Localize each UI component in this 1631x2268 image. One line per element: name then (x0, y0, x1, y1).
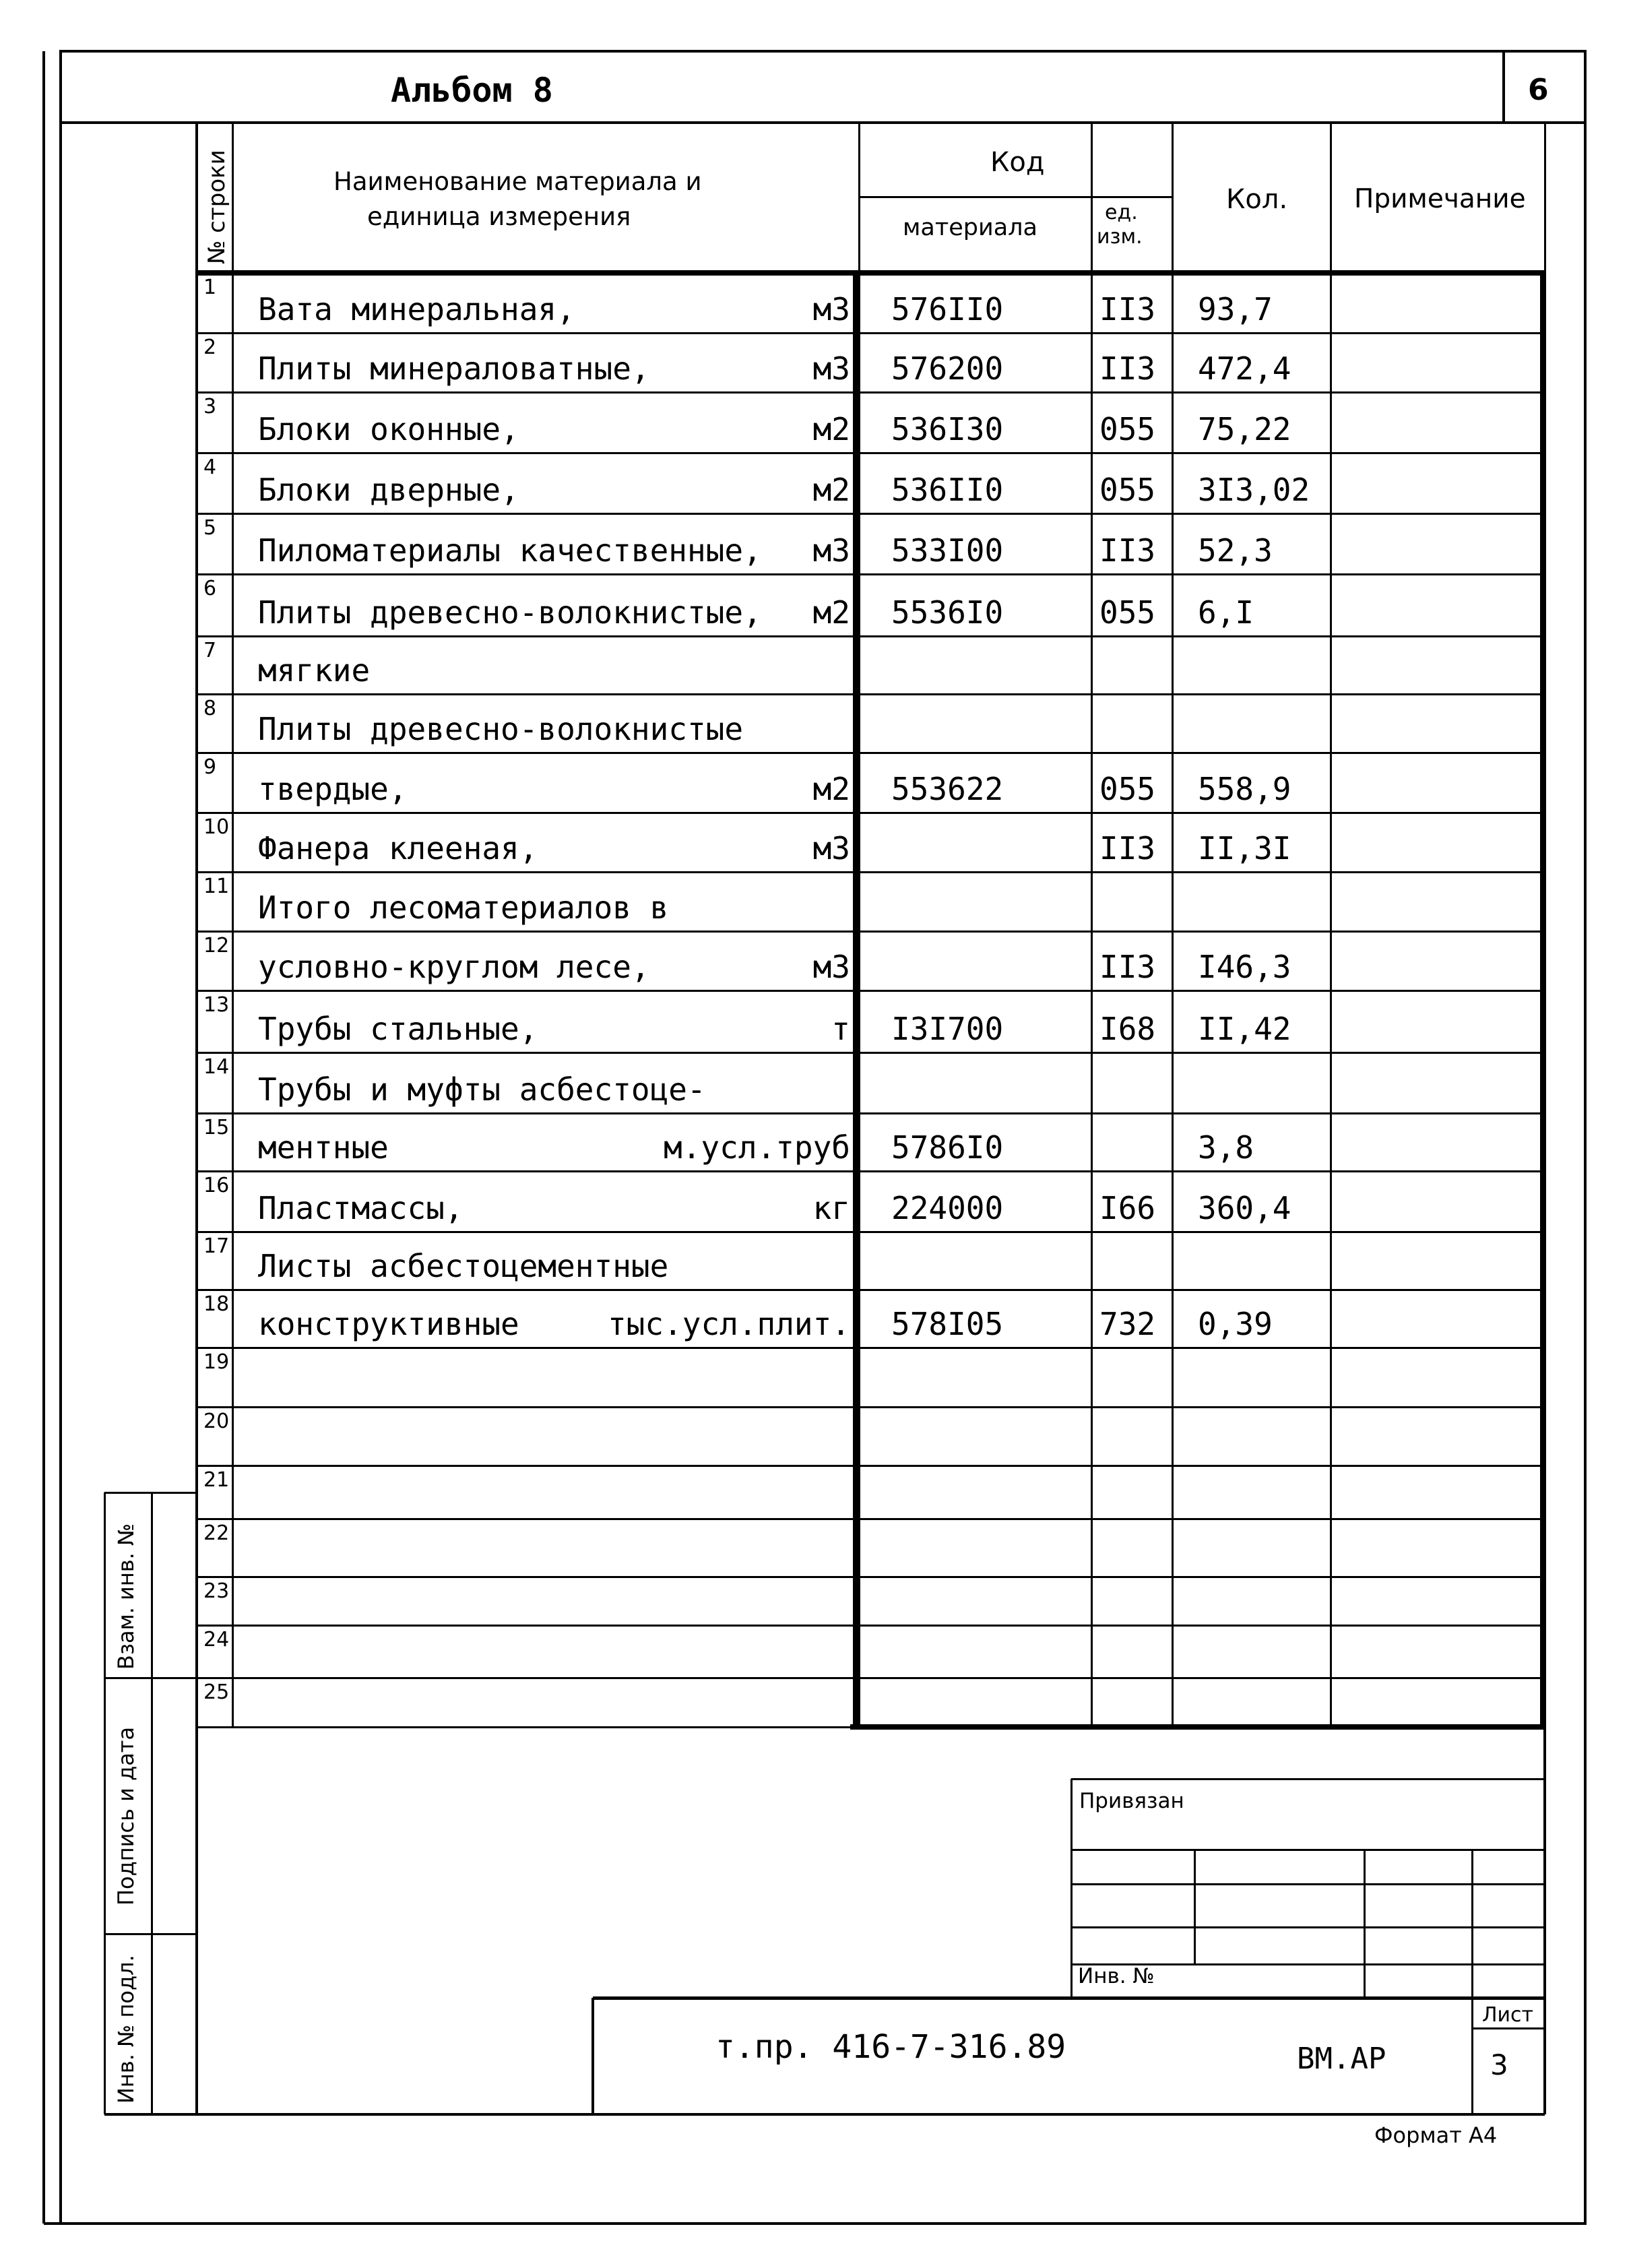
material-name: Листы асбестоцементные (258, 1248, 669, 1284)
unit-code: I68 (1099, 1011, 1156, 1047)
row-number: 19 (203, 1350, 230, 1374)
row-number: 21 (203, 1468, 230, 1492)
quantity: 52,3 (1198, 532, 1273, 569)
name-header-line2: единица измерения (367, 202, 631, 231)
material-name: Трубы и муфты асбестоце- (258, 1071, 706, 1108)
unit-of-measure: м3 (812, 830, 850, 867)
privyazan-label: Привязан (1079, 1789, 1184, 1813)
material-code: I3I700 (891, 1011, 1004, 1047)
quantity: 360,4 (1198, 1190, 1291, 1226)
code-unit-header-line1: ед. (1105, 201, 1138, 224)
unit-of-measure: м2 (812, 594, 850, 631)
material-name: твердые, (258, 771, 408, 807)
unit-of-measure: м2 (812, 411, 850, 447)
title-block-left (591, 1998, 594, 2114)
row-number: 11 (203, 875, 230, 898)
material-name: Трубы стальные, (258, 1011, 538, 1047)
quantity: 6,I (1198, 594, 1254, 631)
quantity: II,3I (1198, 830, 1291, 867)
quantity: II,42 (1198, 1011, 1291, 1047)
material-name: Плиты минераловатные, (258, 350, 650, 387)
sheet-number: 3 (1490, 2048, 1508, 2081)
sheet-label: Лист (1482, 2003, 1534, 2027)
code-header: Код (990, 147, 1045, 178)
table-row (197, 1678, 1545, 1727)
stamp-col (1471, 1850, 1473, 2114)
quantity: I46,3 (1198, 949, 1291, 985)
unit-code: 055 (1099, 771, 1156, 807)
material-name: Плиты древесно-волокнистые, (258, 594, 762, 631)
row-number: 10 (203, 815, 230, 839)
row-number: 8 (203, 697, 217, 720)
unit-of-measure: т (831, 1011, 850, 1047)
row-number: 7 (203, 639, 217, 662)
row-number: 9 (203, 755, 217, 779)
material-code: 578I05 (891, 1306, 1004, 1342)
unit-of-measure: м2 (812, 472, 850, 508)
unit-code: I66 (1099, 1190, 1156, 1226)
code-unit-header-line2: изм. (1097, 225, 1143, 249)
unit-code: 055 (1099, 411, 1156, 447)
row-number: 13 (203, 993, 230, 1017)
frame-bottom (44, 2222, 1587, 2225)
stamp-rule (1071, 1778, 1545, 1780)
code-subheader-rule (859, 196, 1172, 198)
stamp-rule (1071, 1883, 1545, 1885)
stamp-rule (1071, 1926, 1545, 1928)
unit-of-measure: м3 (812, 532, 850, 569)
table-row (197, 1348, 1545, 1407)
title-block-bottom (197, 2113, 1545, 2116)
table-row (197, 1519, 1545, 1577)
side-strip-left (104, 1492, 106, 2114)
table-row (197, 636, 1545, 694)
row-number: 24 (203, 1628, 230, 1651)
replacement-inventory-label: Взам. инв. № (113, 1523, 139, 1670)
row-number: 17 (203, 1234, 230, 1258)
material-code: 553622 (891, 771, 1004, 807)
material-name: Итого лесоматериалов в (258, 889, 669, 926)
material-name: Блоки оконные, (258, 411, 519, 447)
title-block-top (593, 1996, 1545, 2000)
material-name: условно-круглом лесе, (258, 949, 650, 985)
unit-code: II3 (1099, 949, 1156, 985)
document-code: ВМ.АР (1297, 2042, 1386, 2076)
quantity: 3,8 (1198, 1129, 1254, 1166)
original-inventory-label: Инв. № подл. (113, 1955, 139, 2104)
material-name: ментные (258, 1129, 389, 1166)
material-name: Плиты древесно-волокнистые (258, 711, 744, 747)
frame-top (59, 50, 1587, 53)
quantity: 0,39 (1198, 1306, 1273, 1342)
row-number: 15 (203, 1116, 230, 1139)
frame-right (1584, 51, 1587, 2224)
row-number: 12 (203, 934, 230, 957)
unit-of-measure: м3 (812, 350, 850, 387)
unit-code: II3 (1099, 291, 1156, 327)
row-number: 25 (203, 1680, 230, 1704)
unit-code: 732 (1099, 1306, 1156, 1342)
project-designation: т.пр. 416-7-316.89 (715, 2028, 1066, 2066)
unit-code: 055 (1099, 472, 1156, 508)
unit-of-measure: м3 (812, 949, 850, 985)
code-material-header: материала (903, 214, 1038, 241)
row-number: 20 (203, 1410, 230, 1433)
quantity-header: Кол. (1226, 184, 1288, 215)
table-row (197, 1577, 1545, 1625)
frame-left-upper (59, 51, 62, 2224)
sheet-label-rule (1472, 2027, 1545, 2029)
table-row (197, 1466, 1545, 1519)
row-number: 4 (203, 455, 217, 479)
material-name: Вата минеральная, (258, 291, 575, 327)
unit-of-measure: м.усл.труб (664, 1129, 850, 1166)
row-number: 18 (203, 1292, 230, 1316)
table-row (197, 1625, 1545, 1678)
frame-left (42, 51, 45, 2224)
row-number-header: № строки (203, 150, 230, 264)
quantity: 93,7 (1198, 291, 1273, 327)
page-number-divider (1502, 51, 1505, 123)
album-label: Альбом 8 (391, 71, 553, 110)
row-number: 2 (203, 336, 217, 359)
title-block-right (1543, 1727, 1546, 2114)
row-number: 14 (203, 1055, 230, 1079)
unit-of-measure: кг (812, 1190, 850, 1226)
material-name: конструктивные (258, 1306, 519, 1342)
unit-code: II3 (1099, 532, 1156, 569)
note-header: Примечание (1354, 184, 1526, 214)
stamp-rule (1071, 1849, 1545, 1851)
material-name: мягкие (258, 652, 371, 689)
material-code: 5786I0 (891, 1129, 1004, 1166)
unit-of-measure: м3 (812, 291, 850, 327)
row-number: 1 (203, 276, 217, 299)
side-strip-bottom (104, 2113, 197, 2116)
unit-code: 055 (1099, 594, 1156, 631)
material-name: Блоки дверные, (258, 472, 519, 508)
quantity: 558,9 (1198, 771, 1291, 807)
material-name: Фанера клееная, (258, 830, 538, 867)
stamp-inventory-label: Инв. № (1078, 1964, 1155, 1988)
material-name: Пластмассы, (258, 1190, 463, 1226)
table-row (197, 1113, 1545, 1171)
page-number: 6 (1528, 73, 1549, 107)
header-bottom-rule (59, 121, 1587, 124)
side-strip-right (195, 1727, 198, 2114)
material-code: 533I00 (891, 532, 1004, 569)
row-number: 22 (203, 1521, 230, 1545)
name-header-line1: Наименование материала и (333, 167, 702, 196)
unit-of-measure: тыс.усл.плит. (607, 1306, 850, 1342)
material-code: 576200 (891, 350, 1004, 387)
material-name: Пиломатериалы качественные, (258, 532, 762, 569)
material-code: 576II0 (891, 291, 1004, 327)
side-strip-mid (151, 1492, 153, 2114)
row-number: 16 (203, 1174, 230, 1197)
unit-of-measure: м2 (812, 771, 850, 807)
row-number: 6 (203, 577, 217, 600)
quantity: 75,22 (1198, 411, 1291, 447)
material-code: 224000 (891, 1190, 1004, 1226)
material-code: 5536I0 (891, 594, 1004, 631)
signature-date-label: Подпись и дата (113, 1726, 139, 1905)
material-code: 536I30 (891, 411, 1004, 447)
stamp-col (1364, 1850, 1366, 1998)
unit-code: II3 (1099, 350, 1156, 387)
row-number: 3 (203, 395, 217, 418)
quantity: 3I3,02 (1198, 472, 1310, 508)
row-number: 5 (203, 516, 217, 540)
stamp-col (1194, 1850, 1196, 1964)
unit-code: II3 (1099, 830, 1156, 867)
paper-format: Формат А4 (1374, 2122, 1498, 2148)
row-number: 23 (203, 1579, 230, 1603)
material-code: 536II0 (891, 472, 1004, 508)
stamp-left (1070, 1779, 1073, 1998)
quantity: 472,4 (1198, 350, 1291, 387)
table-row (197, 1407, 1545, 1466)
